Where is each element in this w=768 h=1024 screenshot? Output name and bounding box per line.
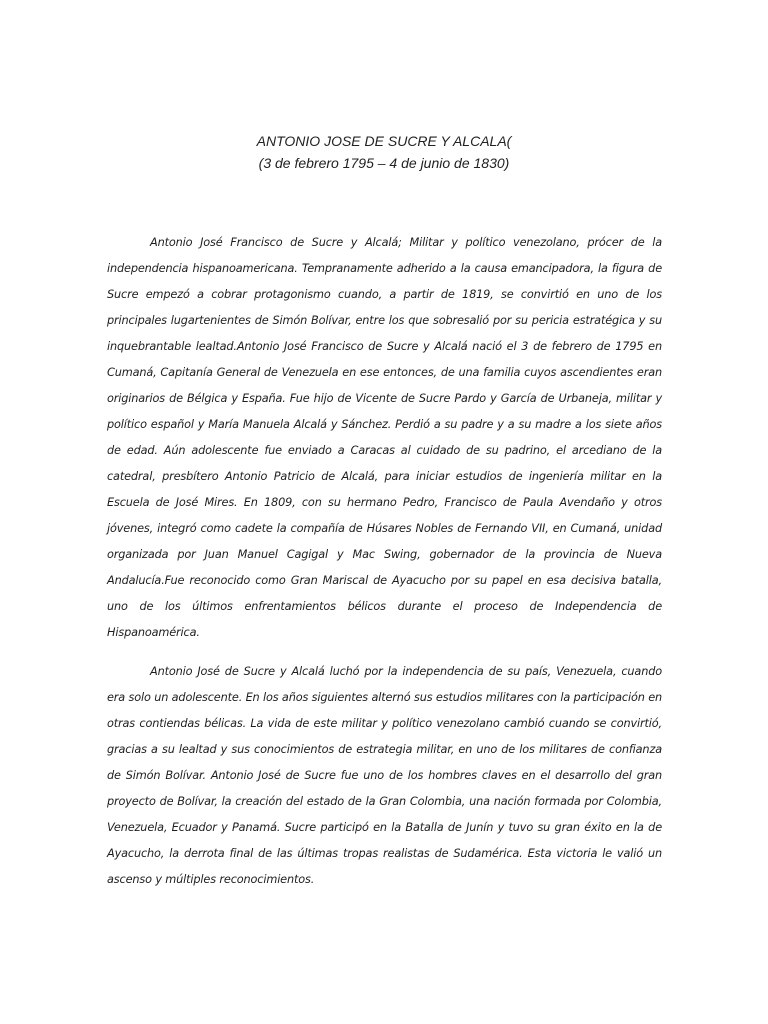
paragraph-1: Antonio José Francisco de Sucre y Alcalá; Militar y político venezolano, prócer de la independencia hispanoamericana. Tempranamente adherido a la causa emancipadora, la figura de Sucre empezó a cobrar protagonismo cuando, a partir de 1819, se convirtió en uno de los principales lugartenientes de Simón Bolívar, entre los que sobresalió por su pericia estratégica y su inquebrantable lealtad.Antonio José Francisco de Sucre y Alcalá nació el 3 de febrero de 1795 en Cumaná, Capitanía General de Venezuela en ese entonces, de una familia cuyos ascendientes eran originarios de Bélgica y España. Fue hijo de Vicente de Sucre Pardo y García de Urbaneja, militar y político español y María Manuela Alcalá y Sánchez. Perdió a su padre y a su madre a los siete años de edad. Aún adolescente fue enviado a Caracas al cuidado de su padrino, el arcediano de la catedral, presbítero Antonio Patricio de Alcalá, para iniciar estudios de ingeniería militar en la Escuela de José Mires. En 1809, con su hermano Pedro, Francisco de Paula Avendaño y otros jóvenes, integró como cadete la compañía de Húsares Nobles de Fernando VII, en Cumaná, unidad organizada por Juan Manuel Cagigal y Mac Swing, gobernador de la provincia de Nueva Andalucía.Fue reconocido como Gran Mariscal de Ayacucho por su papel en esa decisiva batalla, uno de los últimos enfrentamientos bélicos durante el proceso de Independencia de Hispanoamérica. <box>107 236 662 639</box>
paragraph-2: Antonio José de Sucre y Alcalá luchó por la independencia de su país, Venezuela, cuando era solo un adolescente. En los años siguientes alternó sus estudios militares con la participación en otras contiendas bélicas. La vida de este militar y político venezolano cambió cuando se convirtió, gracias a su lealtad y sus conocimientos de estrategia militar, en uno de los militares de confianza de Simón Bolívar. Antonio José de Sucre fue uno de los hombres claves en el desarrollo del gran proyecto de Bolívar, la creación del estado de la Gran Colombia, una nación formada por Colombia, Venezuela, Ecuador y Panamá. Sucre participó en la Batalla de Junín y tuvo su gran éxito en la de Ayacucho, la derrota final de las últimas tropas realistas de Sudamérica. Esta victoria le valió un ascenso y múltiples reconocimientos. <box>107 665 663 886</box>
document-title: ANTONIO JOSE DE SUCRE Y ALCALA( <box>256 133 512 149</box>
document-subtitle: (3 de febrero 1795 – 4 de junio de 1830) <box>258 155 510 171</box>
document-body <box>107 230 662 906</box>
title-block <box>0 130 768 174</box>
